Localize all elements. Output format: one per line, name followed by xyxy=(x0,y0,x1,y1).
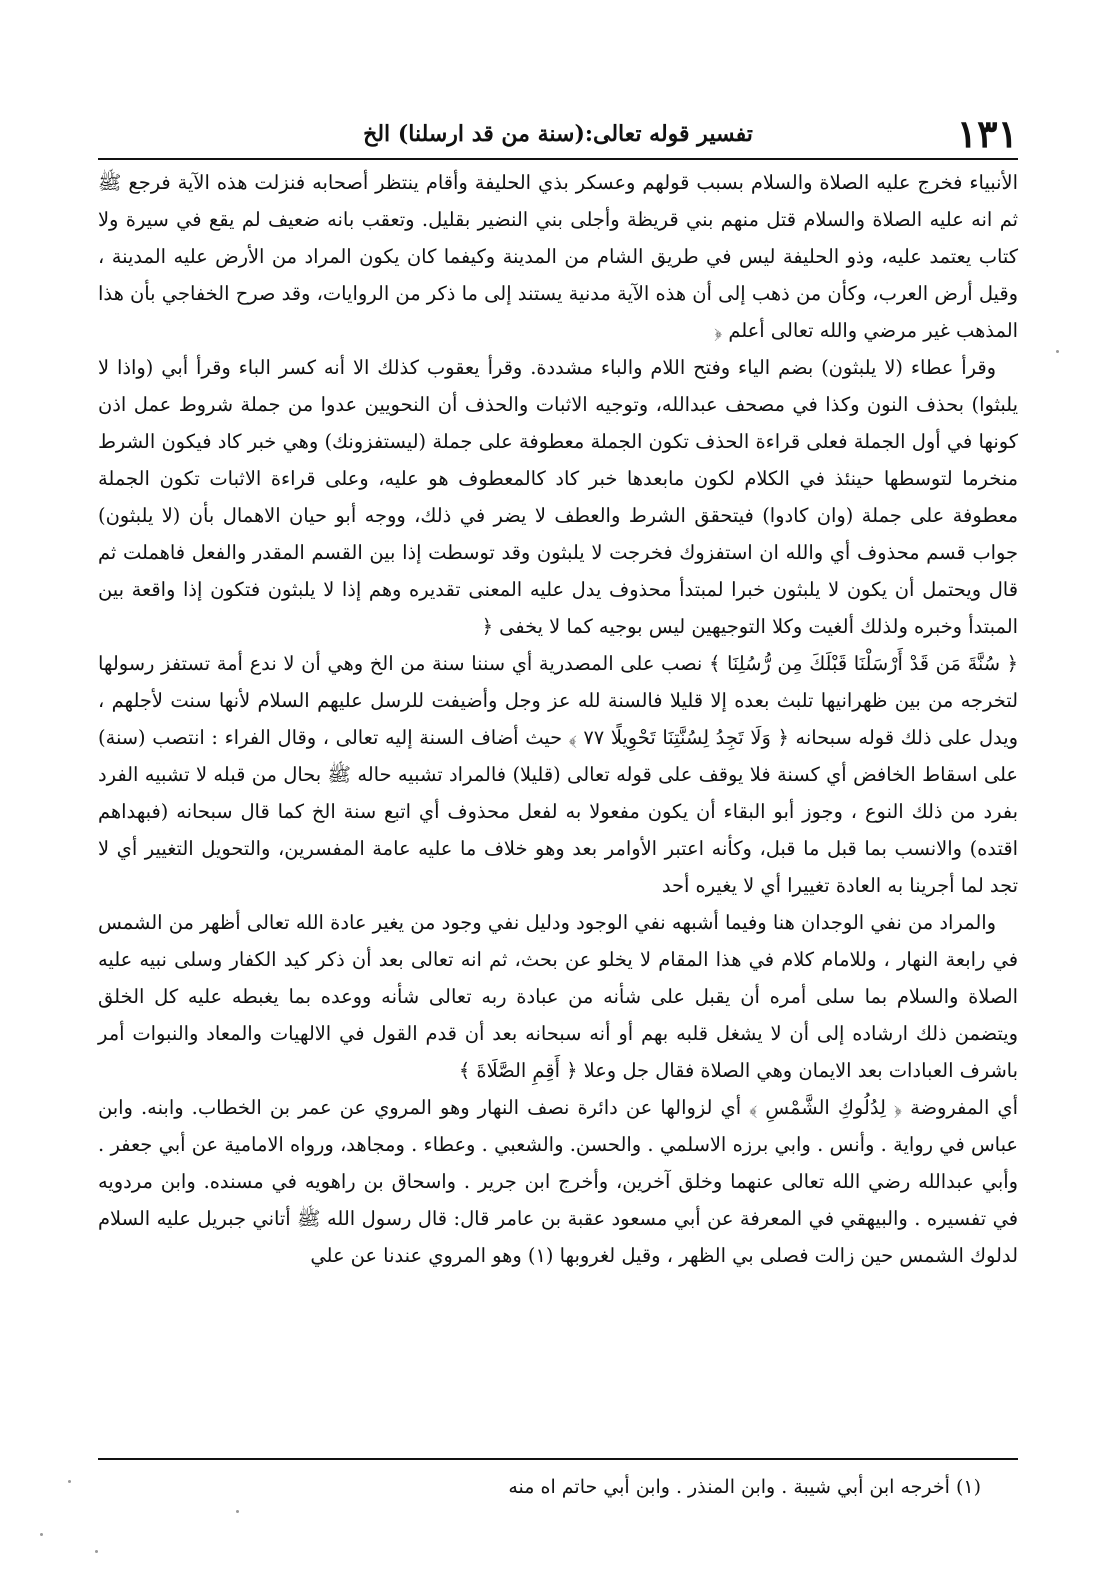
paragraph: ﴿ سُنَّةَ مَن قَدْ أَرْسَلْنَا قَبْلَكَ مِن رُّسُلِنَا ﴾ نصب على المصدرية أي سننا سنة من الخ وهي أن لا ندع أمة تستفز رسولها لتخرجه من بين ظهرانيها تلبث بعده إلا قليلا فالسنة لله عز وجل وأضيفت للرسل عليهم السلام لأنها سنت لأجلهم ، ويدل على ذلك قوله سبحانه ﴿ وَلَا تَجِدُ لِسُنَّتِنَا تَحْوِيلًا ٧٧ ﴾ حيث أضاف السنة إليه تعالى ، وقال الفراء : انتصب (سنة) على اسقاط الخافض أي كسنة فلا يوقف على قوله تعالى (قليلا) فالمراد تشبيه حاله ﷺ بحال من قبله لا تشبيه الفرد بفرد من ذلك النوع ، وجوز أبو البقاء أن يكون مفعولا به لفعل محذوف أي اتبع سنة الخ كما قال سبحانه (فبهداهم اقتده) والانسب بما قبل ما قبل، وكأنه اعتبر الأوامر بعد وهو خلاف ما عليه عامة المفسرين، والتحويل التغيير أي لا تجد لما أجرينا به العادة تغييرا أي لا يغيره أحد xyxy=(98,652,1018,897)
scan-speck xyxy=(1056,350,1059,353)
footnote-rule xyxy=(98,1458,1018,1460)
header-rule xyxy=(98,158,1018,160)
paragraph: والمراد من نفي الوجدان هنا وفيما أشبهه نفي الوجود ودليل نفي وجود من يغير عادة الله تعالى أظهر من الشمس في رابعة النهار ، وللامام كلام في هذا المقام لا يخلو عن بحث، ثم انه تعالى بعد أن ذكر كيد الكفار وسلى نبيه عليه الصلاة والسلام بما سلى أمره أن يقبل على شأنه من عبادة ربه تعالى شأنه ووعده بما يغبطه عليه كل الخلق ويتضمن ذلك ارشاده إلى أن لا يشغل قلبه بهم أو أنه سبحانه بعد أن قدم القول في الالهيات والمعاد والنبوات أمر باشرف العبادات بعد الايمان وهي الصلاة فقال جل وعلا ﴿ أَقِمِ الصَّلَاةَ ﴾ xyxy=(98,911,1018,1082)
running-head: تفسير قوله تعالى:(سنة من قد ارسلنا) الخ xyxy=(363,121,753,147)
footnote: (١) أخرجه ابن أبي شيبة . وابن المنذر . وابن أبي حاتم اه منه xyxy=(508,1476,981,1498)
page-header xyxy=(98,112,1018,156)
main-text xyxy=(98,164,1018,1274)
scan-speck xyxy=(68,1480,71,1483)
paragraph: وقرأ عطاء (لا يلبثون) بضم الياء وفتح اللام والباء مشددة. وقرأ يعقوب كذلك الا أنه كسر الباء وقرأ أبي (واذا لا يلبثوا) بحذف النون وكذا في مصحف عبدالله، وتوجيه الاثبات والحذف أن النحويين عدوا من جملة شروط عمل اذن كونها في أول الجملة فعلى قراءة الحذف تكون الجملة معطوفة على جملة (ليستفزونك) وهي خبر كاد فيكون الشرط منخرما لتوسطها حينئذ في الكلام لكون مابعدها خبر كاد كالمعطوف هو عليه، وعلى قراءة الاثبات تكون الجملة معطوفة على جملة (وان كادوا) فيتحقق الشرط والعطف لا يضر في ذلك، ووجه أبو حيان الاهمال بأن (لا يلبثون) جواب قسم محذوف أي والله ان استفزوك فخرجت لا يلبثون وقد توسطت إذا بين القسم المقدر والفعل فاهملت ثم قال ويحتمل أن يكون لا يلبثون خبرا لمبتدأ محذوف يدل عليه المعنى تقديره وهم إذا لا يلبثون فتكون إذا واقعة بين المبتدأ وخبره ولذلك ألغيت وكلا التوجيهين ليس بوجيه كما لا يخفى ﴿ xyxy=(98,356,1018,638)
paragraph: أي المفروضة ﴿ لِدُلُوكِ الشَّمْسِ ﴾ أي لزوالها عن دائرة نصف النهار وهو المروي عن عمر بن الخطاب. وابنه. وابن عباس في رواية . وأنس . وابي برزه الاسلمي . والحسن. والشعبي . وعطاء . ومجاهد، ورواه الامامية عن أبي جعفر . وأبي عبدالله رضي الله تعالى عنهما وخلق آخرين، وأخرج ابن جرير . واسحاق بن راهويه في مسنده. وابن مردويه في تفسيره . والبيهقي في المعرفة عن أبي مسعود عقبة بن عامر قال: قال رسول الله ﷺ أتاني جبريل عليه السلام لدلوك الشمس حين زالت فصلى بي الظهر ، وقيل لغروبها (١) وهو المروي عندنا عن علي xyxy=(98,1096,1018,1267)
scan-speck xyxy=(95,1550,98,1553)
scan-speck xyxy=(40,1533,43,1536)
page-number: ١٣١ xyxy=(956,111,1018,156)
paragraph: الأنبياء فخرج عليه الصلاة والسلام بسبب قولهم وعسكر بذي الحليفة وأقام ينتظر أصحابه فنزلت هذه الآية فرجع ﷺ ثم انه عليه الصلاة والسلام قتل منهم بني قريظة وأجلى بني النضير بقليل. وتعقب بانه ضعيف لم يقع في سيرة ولا كتاب يعتمد عليه، وذو الحليفة ليس في طريق الشام من المدينة وكيفما كان يكون المراد من الأرض عليه المدينة ، وقيل أرض العرب، وكأن من ذهب إلى أن هذه الآية مدنية يستند إلى ما ذكر من الروايات، وقد صرح الخفاجي بأن هذا المذهب غير مرضي والله تعالى أعلم ﴿ xyxy=(98,171,1018,342)
scan-speck xyxy=(236,1510,239,1513)
